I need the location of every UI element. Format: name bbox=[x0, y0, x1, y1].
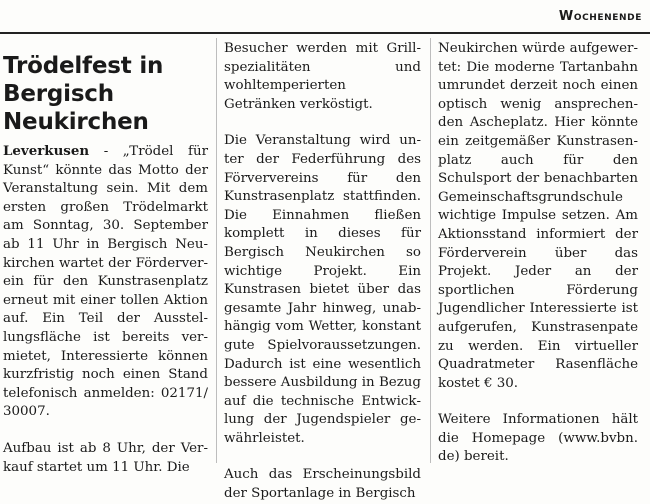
article-paragraph: Neukirchen würde aufgewertet: Die moderne Tartanbahn umrundet derzeit noch einen optisch wenig ansprechenden Ascheplatz. Hier könnte ein zeitgemäßer Kunstrasenplatz auch für den Schulsport der benachbarten Gemeinschaftsgrundschule wichtige Impulse setzen. Am Aktionsstand informiert der Förderverein über das Projekt. Jeder an der sportlichen Förderung Jugendlicher Interessierte ist aufgerufen, Kunstrasenpate zu werden. Ein virtueller Quadratmeter Rasenfläche kostet € 30. bbox=[438, 41, 638, 391]
header-rule bbox=[0, 32, 650, 34]
article-paragraph: Besucher werden mit Grillspezialitäten und wohltemperierten Getränken verköstigt. bbox=[224, 41, 421, 112]
paragraph-text: „Trödel für Kunst“ könnte das Motto der Veranstaltung sein. Mit dem ersten großen Trödelmarkt am Sonntag, 30. September ab 11 Uhr in Bergisch Neukirchen wartet der Förderverein für den Kunstrasenplatz erneut mit einer tollen Aktion auf. Ein Teil der Ausstellungsfläche ist bereits vermietet, Interessierte können kurzfristig noch einen Stand telefonisch anmelden: 02171/ 30007. bbox=[3, 144, 208, 420]
dateline-separator: - bbox=[89, 144, 123, 159]
page-header bbox=[0, 0, 650, 40]
article-paragraph: Auch das Erscheinungsbild der Sportanlage in Bergisch bbox=[224, 467, 421, 502]
article-paragraph: Aufbau ist ab 8 Uhr, der Verkauf startet um 11 Uhr. Die bbox=[3, 440, 208, 475]
article-paragraph: Weitere Informationen hält die Homepage (www.bvbn. de) bereit. bbox=[438, 412, 638, 465]
column-divider-1 bbox=[216, 38, 217, 463]
dateline: Leverkusen bbox=[3, 143, 90, 159]
article-headline: Trödelfest in Bergisch Neukirchen bbox=[3, 53, 164, 135]
column-divider-2 bbox=[430, 38, 431, 463]
column-1 bbox=[3, 40, 208, 475]
section-label: Wochenende bbox=[558, 9, 642, 24]
column-2 bbox=[224, 40, 421, 502]
article-paragraph: Die Veranstaltung wird unter der Federführung des Förververeins für den Kunstrasenplatz stattfinden. Die Einnahmen fließen komplett in dieses für Bergisch Neukirchen so wichtige Projekt. Ein Kunstrasen bietet über das gesamte Jahr hinweg, unabhängig vom Wetter, konstant gute Spielvoraussetzungen. Dadurch ist eine wesentlich bessere Ausbildung in Bezug auf die technische Entwicklung der Jugendspieler gewährleistet. bbox=[224, 133, 421, 446]
article-paragraph bbox=[3, 142, 208, 422]
column-3 bbox=[438, 40, 638, 463]
